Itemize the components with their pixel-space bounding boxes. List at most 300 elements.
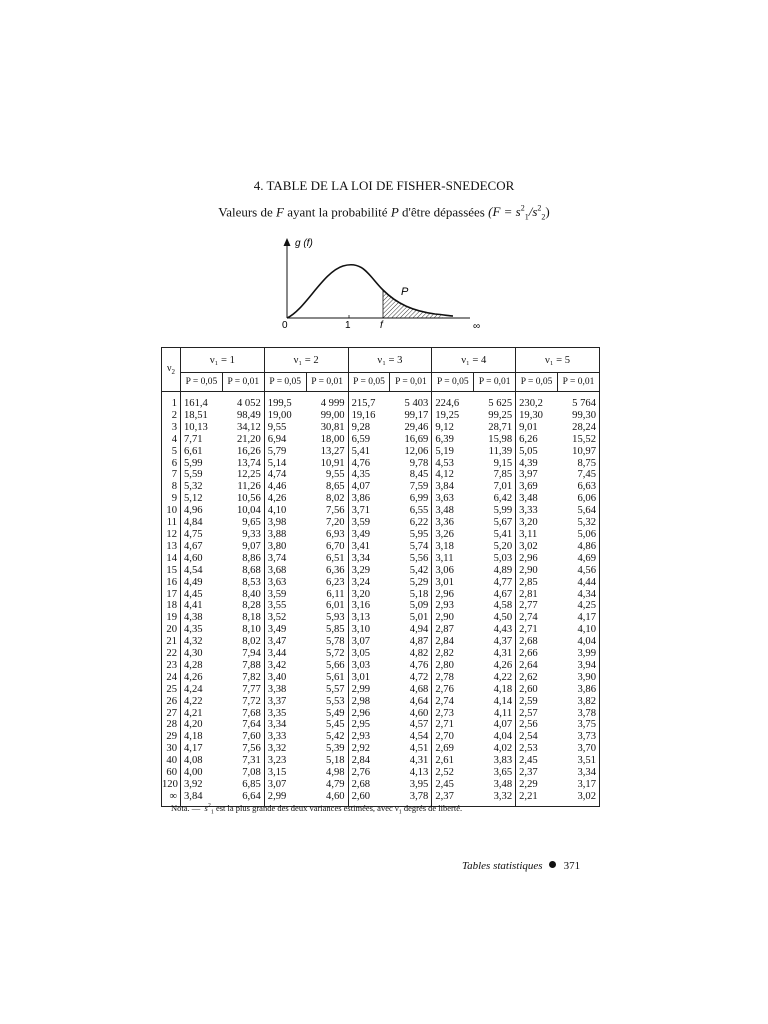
value-cell: 2,95 (348, 719, 390, 731)
value-cell: 5,56 (390, 553, 432, 565)
graph-tick-f: f (380, 320, 383, 331)
y-axis-arrow-icon (284, 238, 291, 246)
value-cell: 3,01 (348, 672, 390, 684)
page-subtitle (0, 204, 768, 222)
value-cell: 3,48 (474, 779, 516, 791)
nu2-cell: 28 (162, 719, 181, 731)
nu2-cell: 4 (162, 434, 181, 446)
value-cell: 6,23 (306, 577, 348, 589)
value-cell: 2,71 (432, 719, 474, 731)
value-cell: 7,85 (474, 469, 516, 481)
subtitle-prefix: Valeurs de (218, 204, 273, 220)
value-cell: 2,69 (432, 743, 474, 755)
value-cell: 9,01 (516, 422, 558, 434)
value-cell: 7,01 (474, 481, 516, 493)
value-cell: 5,99 (474, 505, 516, 517)
nu2-cell: 2 (162, 410, 181, 422)
value-cell: 3,84 (432, 481, 474, 493)
page-number: 371 (563, 860, 581, 872)
nu2-cell: 3 (162, 422, 181, 434)
nu2-cell: 13 (162, 541, 181, 553)
graph-ylabel: g (f) (295, 238, 313, 249)
density-graph (265, 232, 495, 338)
table-row (162, 660, 600, 672)
value-cell: 4,54 (390, 731, 432, 743)
nu2-cell: 30 (162, 743, 181, 755)
value-cell: 15,52 (558, 434, 600, 446)
value-cell: 6,01 (306, 600, 348, 612)
value-cell: 7,88 (222, 660, 264, 672)
value-cell: 4,94 (390, 624, 432, 636)
table-row (162, 779, 600, 791)
value-cell: 7,20 (306, 517, 348, 529)
value-cell: 4,22 (181, 696, 223, 708)
value-cell: 4,13 (390, 767, 432, 779)
value-cell: 4,84 (181, 517, 223, 529)
table-row (162, 493, 600, 505)
nu2-cell: 20 (162, 624, 181, 636)
nu2-cell: 23 (162, 660, 181, 672)
value-cell: 8,75 (558, 458, 600, 470)
value-cell: 4,41 (181, 600, 223, 612)
value-cell: 7,31 (222, 755, 264, 767)
value-cell: 4,28 (181, 660, 223, 672)
value-cell: 3,26 (432, 529, 474, 541)
value-cell: 2,71 (516, 624, 558, 636)
value-cell: 10,04 (222, 505, 264, 517)
value-cell: 15,98 (474, 434, 516, 446)
value-cell: 4,87 (390, 636, 432, 648)
nu2-cell: 40 (162, 755, 181, 767)
value-cell: 3,24 (348, 577, 390, 589)
group-header: ν₁ = 3 (348, 348, 432, 373)
value-cell: 2,84 (348, 755, 390, 767)
graph-label-P: P (401, 286, 409, 298)
value-cell: 4,10 (264, 505, 306, 517)
value-cell: 6,93 (306, 529, 348, 541)
value-cell: 4,67 (474, 589, 516, 601)
value-cell: 5,18 (390, 589, 432, 601)
p-header: P = 0,01 (306, 373, 348, 392)
value-cell: 5,14 (264, 458, 306, 470)
value-cell: 4,64 (390, 696, 432, 708)
value-cell: 3,88 (264, 529, 306, 541)
value-cell: 3,17 (558, 779, 600, 791)
value-cell: 2,78 (432, 672, 474, 684)
table-row (162, 755, 600, 767)
table-row (162, 708, 600, 720)
value-cell: 6,11 (306, 589, 348, 601)
nu2-cell: 9 (162, 493, 181, 505)
value-cell: 3,33 (516, 505, 558, 517)
value-cell: 3,13 (348, 612, 390, 624)
value-cell: 5,85 (306, 624, 348, 636)
value-cell: 3,18 (432, 541, 474, 553)
value-cell: 4,46 (264, 481, 306, 493)
nu2-cell: 8 (162, 481, 181, 493)
value-cell: 5,42 (306, 731, 348, 743)
value-cell: 3,84 (181, 791, 223, 806)
nu2-cell: 10 (162, 505, 181, 517)
table-row (162, 392, 600, 410)
value-cell: 3,34 (264, 719, 306, 731)
p-header: P = 0,01 (558, 373, 600, 392)
value-cell: 6,39 (432, 434, 474, 446)
value-cell: 4,96 (181, 505, 223, 517)
value-cell: 5,29 (390, 577, 432, 589)
value-cell: 3,34 (558, 767, 600, 779)
value-cell: 9,55 (306, 469, 348, 481)
value-cell: 8,10 (222, 624, 264, 636)
table-row (162, 446, 600, 458)
value-cell: 4,74 (264, 469, 306, 481)
graph-tick-0: 0 (282, 320, 288, 331)
value-cell: 4,43 (474, 624, 516, 636)
value-cell: 3,49 (348, 529, 390, 541)
nu2-cell: 21 (162, 636, 181, 648)
value-cell: 3,83 (474, 755, 516, 767)
fisher-table (161, 347, 600, 807)
value-cell: 2,60 (348, 791, 390, 806)
value-cell: 3,35 (264, 708, 306, 720)
value-cell: 3,32 (264, 743, 306, 755)
group-header: ν₁ = 5 (516, 348, 600, 373)
value-cell: 2,90 (516, 565, 558, 577)
value-cell: 2,52 (432, 767, 474, 779)
value-cell: 99,17 (390, 410, 432, 422)
value-cell: 2,96 (348, 708, 390, 720)
subtitle-P: P (390, 204, 399, 220)
value-cell: 5,19 (432, 446, 474, 458)
value-cell: 16,26 (222, 446, 264, 458)
value-cell: 5,45 (306, 719, 348, 731)
value-cell: 4,57 (390, 719, 432, 731)
value-cell: 5,41 (348, 446, 390, 458)
value-cell: 3,20 (516, 517, 558, 529)
value-cell: 4,39 (516, 458, 558, 470)
subtitle-middle: ayant la probabilité (287, 204, 388, 220)
value-cell: 4 999 (306, 392, 348, 410)
value-cell: 5,61 (306, 672, 348, 684)
value-cell: 2,80 (432, 660, 474, 672)
value-cell: 28,24 (558, 422, 600, 434)
value-cell: 7,71 (181, 434, 223, 446)
value-cell: 3,37 (264, 696, 306, 708)
value-cell: 3,05 (348, 648, 390, 660)
value-cell: 4,37 (474, 636, 516, 648)
value-cell: 3,33 (264, 731, 306, 743)
value-cell: 4,20 (181, 719, 223, 731)
value-cell: 2,21 (516, 791, 558, 806)
value-cell: 3,40 (264, 672, 306, 684)
value-cell: 4,21 (181, 708, 223, 720)
value-cell: 18,00 (306, 434, 348, 446)
value-cell: 4,60 (390, 708, 432, 720)
table-row (162, 696, 600, 708)
value-cell: 4,07 (348, 481, 390, 493)
value-cell: 6,61 (181, 446, 223, 458)
value-cell: 18,51 (181, 410, 223, 422)
value-cell: 3,03 (348, 660, 390, 672)
value-cell: 13,27 (306, 446, 348, 458)
table-row (162, 600, 600, 612)
value-cell: 7,64 (222, 719, 264, 731)
table-row (162, 469, 600, 481)
value-cell: 4,98 (306, 767, 348, 779)
value-cell: 3,07 (348, 636, 390, 648)
value-cell: 4,24 (181, 684, 223, 696)
value-cell: 6,85 (222, 779, 264, 791)
value-cell: 224,6 (432, 392, 474, 410)
value-cell: 2,45 (432, 779, 474, 791)
value-cell: 3,02 (558, 791, 600, 806)
table-row (162, 422, 600, 434)
nu2-cell: 7 (162, 469, 181, 481)
value-cell: 4,04 (558, 636, 600, 648)
table-row (162, 553, 600, 565)
value-cell: 2,62 (516, 672, 558, 684)
table-row (162, 541, 600, 553)
value-cell: 9,12 (432, 422, 474, 434)
value-cell: 4,67 (181, 541, 223, 553)
value-cell: 11,26 (222, 481, 264, 493)
value-cell: 8,18 (222, 612, 264, 624)
value-cell: 6,22 (390, 517, 432, 529)
value-cell: 2,96 (432, 589, 474, 601)
value-cell: 7,72 (222, 696, 264, 708)
value-cell: 2,96 (516, 553, 558, 565)
value-cell: 3,16 (348, 600, 390, 612)
table-row (162, 684, 600, 696)
value-cell: 8,02 (222, 636, 264, 648)
value-cell: 2,93 (432, 600, 474, 612)
table-body (162, 392, 600, 807)
value-cell: 8,86 (222, 553, 264, 565)
value-cell: 3,52 (264, 612, 306, 624)
value-cell: 4,26 (474, 660, 516, 672)
table-row (162, 434, 600, 446)
value-cell: 28,71 (474, 422, 516, 434)
value-cell: 4,76 (390, 660, 432, 672)
value-cell: 4,18 (181, 731, 223, 743)
nu2-cell: ∞ (162, 791, 181, 806)
value-cell: 8,02 (306, 493, 348, 505)
value-cell: 5,93 (306, 612, 348, 624)
value-cell: 12,25 (222, 469, 264, 481)
value-cell: 3,69 (516, 481, 558, 493)
value-cell: 2,82 (432, 648, 474, 660)
value-cell: 3,44 (264, 648, 306, 660)
value-cell: 5,05 (516, 446, 558, 458)
value-cell: 3,51 (558, 755, 600, 767)
value-cell: 3,78 (558, 708, 600, 720)
value-cell: 3,23 (264, 755, 306, 767)
nu2-cell: 24 (162, 672, 181, 684)
value-cell: 3,11 (516, 529, 558, 541)
value-cell: 19,25 (432, 410, 474, 422)
value-cell: 4,26 (264, 493, 306, 505)
value-cell: 3,29 (348, 565, 390, 577)
value-cell: 9,07 (222, 541, 264, 553)
value-cell: 3,48 (432, 505, 474, 517)
table-row (162, 410, 600, 422)
value-cell: 7,56 (222, 743, 264, 755)
nu2-header: $\nu_2$ (162, 348, 181, 392)
value-cell: 2,60 (516, 684, 558, 696)
table-row (162, 517, 600, 529)
table-row (162, 624, 600, 636)
value-cell: 29,46 (390, 422, 432, 434)
nu2-cell: 15 (162, 565, 181, 577)
value-cell: 7,68 (222, 708, 264, 720)
value-cell: 2,59 (516, 696, 558, 708)
nu2-cell: 5 (162, 446, 181, 458)
value-cell: 3,36 (432, 517, 474, 529)
value-cell: 5,18 (306, 755, 348, 767)
value-cell: 3,99 (558, 648, 600, 660)
value-cell: 4,56 (558, 565, 600, 577)
value-cell: 6,06 (558, 493, 600, 505)
value-cell: 4,32 (181, 636, 223, 648)
value-cell: 3,70 (558, 743, 600, 755)
value-cell: 3,07 (264, 779, 306, 791)
nu2-cell: 26 (162, 696, 181, 708)
value-cell: 2,77 (516, 600, 558, 612)
value-cell: 4,26 (181, 672, 223, 684)
value-cell: 98,49 (222, 410, 264, 422)
value-cell: 99,25 (474, 410, 516, 422)
value-cell: 5,41 (474, 529, 516, 541)
value-cell: 10,91 (306, 458, 348, 470)
value-cell: 19,30 (516, 410, 558, 422)
value-cell: 5,32 (181, 481, 223, 493)
value-cell: 4,38 (181, 612, 223, 624)
value-cell: 2,73 (432, 708, 474, 720)
value-cell: 2,37 (432, 791, 474, 806)
table-row (162, 636, 600, 648)
value-cell: 2,53 (516, 743, 558, 755)
value-cell: 4,14 (474, 696, 516, 708)
value-cell: 3,47 (264, 636, 306, 648)
value-cell: 2,99 (348, 684, 390, 696)
value-cell: 2,56 (516, 719, 558, 731)
value-cell: 3,42 (264, 660, 306, 672)
value-cell: 99,00 (306, 410, 348, 422)
value-cell: 6,51 (306, 553, 348, 565)
value-cell: 11,39 (474, 446, 516, 458)
value-cell: 4,10 (558, 624, 600, 636)
value-cell: 7,82 (222, 672, 264, 684)
value-cell: 5,72 (306, 648, 348, 660)
subtitle-formula: $(F = s^2_1/s^2_2)$ (488, 204, 550, 222)
value-cell: 161,4 (181, 392, 223, 410)
value-cell: 6,36 (306, 565, 348, 577)
table-row (162, 648, 600, 660)
table-row (162, 505, 600, 517)
value-cell: 2,57 (516, 708, 558, 720)
nu2-cell: 120 (162, 779, 181, 791)
value-cell: 3,63 (432, 493, 474, 505)
nu2-cell: 22 (162, 648, 181, 660)
subtitle-F: F (276, 204, 284, 220)
value-cell: 9,55 (264, 422, 306, 434)
value-cell: 5,95 (390, 529, 432, 541)
value-cell: 4,82 (390, 648, 432, 660)
value-cell: 4,18 (474, 684, 516, 696)
nu2-cell: 18 (162, 600, 181, 612)
value-cell: 4,76 (348, 458, 390, 470)
value-cell: 2,90 (432, 612, 474, 624)
value-cell: 4,02 (474, 743, 516, 755)
value-cell: 6,26 (516, 434, 558, 446)
table-row (162, 767, 600, 779)
table-row (162, 481, 600, 493)
value-cell: 7,56 (306, 505, 348, 517)
value-cell: 5,39 (306, 743, 348, 755)
value-cell: 6,99 (390, 493, 432, 505)
value-cell: 4,58 (474, 600, 516, 612)
table-row (162, 672, 600, 684)
value-cell: 7,59 (390, 481, 432, 493)
value-cell: 10,97 (558, 446, 600, 458)
value-cell: 3,74 (264, 553, 306, 565)
value-cell: 2,37 (516, 767, 558, 779)
value-cell: 8,28 (222, 600, 264, 612)
value-cell: 9,15 (474, 458, 516, 470)
value-cell: 2,98 (348, 696, 390, 708)
value-cell: 8,65 (306, 481, 348, 493)
nu2-cell: 6 (162, 458, 181, 470)
nu2-cell: 17 (162, 589, 181, 601)
value-cell: 4,50 (474, 612, 516, 624)
value-cell: 7,45 (558, 469, 600, 481)
value-cell: 4,08 (181, 755, 223, 767)
value-cell: 3,02 (516, 541, 558, 553)
value-cell: 4,53 (432, 458, 474, 470)
value-cell: 3,59 (348, 517, 390, 529)
value-cell: 3,80 (264, 541, 306, 553)
nu2-cell: 12 (162, 529, 181, 541)
value-cell: 5 403 (390, 392, 432, 410)
table-row (162, 577, 600, 589)
value-cell: 6,59 (348, 434, 390, 446)
subtitle-suffix: d'être dépassées (402, 204, 485, 220)
value-cell: 5,49 (306, 708, 348, 720)
value-cell: 2,85 (516, 577, 558, 589)
value-cell: 3,68 (264, 565, 306, 577)
value-cell: 6,63 (558, 481, 600, 493)
value-cell: 3,41 (348, 541, 390, 553)
value-cell: 19,00 (264, 410, 306, 422)
value-cell: 9,78 (390, 458, 432, 470)
p-header: P = 0,05 (264, 373, 306, 392)
bullet-icon (549, 861, 556, 868)
value-cell: 4,35 (181, 624, 223, 636)
value-cell: 9,33 (222, 529, 264, 541)
value-cell: 3,01 (432, 577, 474, 589)
value-cell: 4,04 (474, 731, 516, 743)
value-cell: 2,45 (516, 755, 558, 767)
value-cell: 4,45 (181, 589, 223, 601)
value-cell: 4,22 (474, 672, 516, 684)
value-cell: 5,09 (390, 600, 432, 612)
value-cell: 30,81 (306, 422, 348, 434)
value-cell: 4 052 (222, 392, 264, 410)
value-cell: 4,79 (306, 779, 348, 791)
value-cell: 9,65 (222, 517, 264, 529)
value-cell: 10,56 (222, 493, 264, 505)
p-header: P = 0,01 (390, 373, 432, 392)
